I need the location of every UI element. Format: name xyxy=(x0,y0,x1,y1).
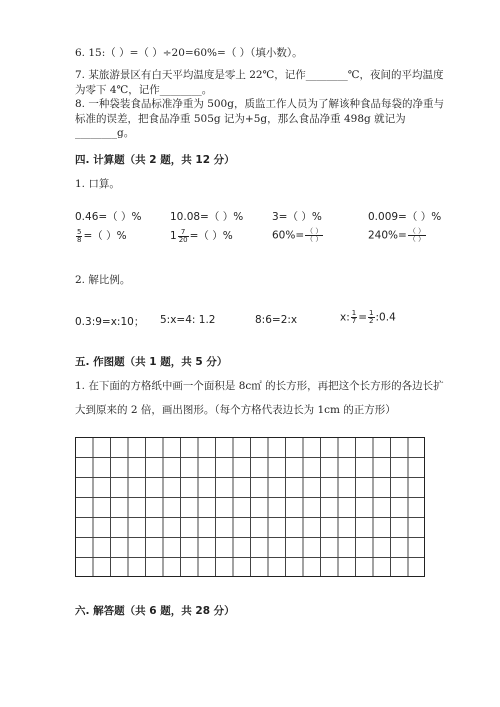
question-5-line-1: 1. 在下面的方格纸中画一个面积是 8c㎡ 的长方形，再把这个长方形的各边长扩 xyxy=(75,380,444,392)
mental-calc-1: 0.46=（ ）% xyxy=(75,211,142,223)
fraction: $\frac{( )}{( )}$ xyxy=(306,227,323,243)
proportion-2: 5:x=4: 1.2 xyxy=(160,314,216,326)
mental-calc-5: $\frac{5}{8}$ =（ ）% xyxy=(77,227,127,244)
section-4-heading: 四. 计算题（共 2 题，共 12 分） xyxy=(75,154,235,166)
mental-calc-8: 240%= $\frac{( )}{( )}$ xyxy=(368,227,426,243)
section-5-heading: 五. 作图题（共 1 题，共 5 分） xyxy=(75,356,228,368)
section-6-heading: 六. 解答题（共 6 题，共 28 分） xyxy=(75,605,235,617)
grid-paper[interactable] xyxy=(75,437,425,577)
proportion-1: 0.3:9=x:10； xyxy=(75,316,145,328)
mental-calc-4: 0.009=（ ）% xyxy=(368,211,442,223)
question-7-line-2: 为零下 4℃，记作________。 xyxy=(75,84,213,96)
question-4-2: 2. 解比例。 xyxy=(75,274,131,286)
question-4-1: 1. 口算。 xyxy=(75,178,120,190)
mixed-number: 1 $\frac{7}{20}$ xyxy=(170,227,188,244)
fraction: $\frac{5}{8}$ xyxy=(77,227,82,244)
mental-calc-7: 60%= $\frac{( )}{( )}$ xyxy=(272,227,323,243)
mental-calc-2: 10.08=（ ）% xyxy=(170,211,244,223)
fraction: $\frac{( )}{( )}$ xyxy=(408,227,426,243)
question-8-line-1: 8. 一种袋装食品标准净重为 500g，质监工作人员为了解该种食品每袋的净重与 xyxy=(75,98,444,110)
proportion-3: 8:6=2:x xyxy=(255,314,298,326)
proportion-4: x: $\frac{1}{7}$ = $\frac{1}{2}$ :0.4 xyxy=(340,309,396,325)
question-6: 6. 15:（ ）=（ ）÷20=60%=（ ）（填小数）。 xyxy=(75,47,303,59)
question-5-line-2: 大到原来的 2 倍，画出图形。（每个方格代表边长为 1cm 的正方形） xyxy=(75,404,396,416)
mental-calc-3: 3=（ ）% xyxy=(272,211,322,223)
mental-calc-6: 1 $\frac{7}{20}$ =（ ）% xyxy=(170,227,233,244)
question-8-line-3: ________g。 xyxy=(75,127,135,139)
question-7-line-1: 7. 某旅游景区有白天平均温度是零上 22℃，记作________℃，夜间的平均温度 xyxy=(75,69,444,81)
question-8-line-2: 标准的误差，把食品净重 505g 记为+5g，那么食品净重 498g 就记为 xyxy=(75,113,406,125)
